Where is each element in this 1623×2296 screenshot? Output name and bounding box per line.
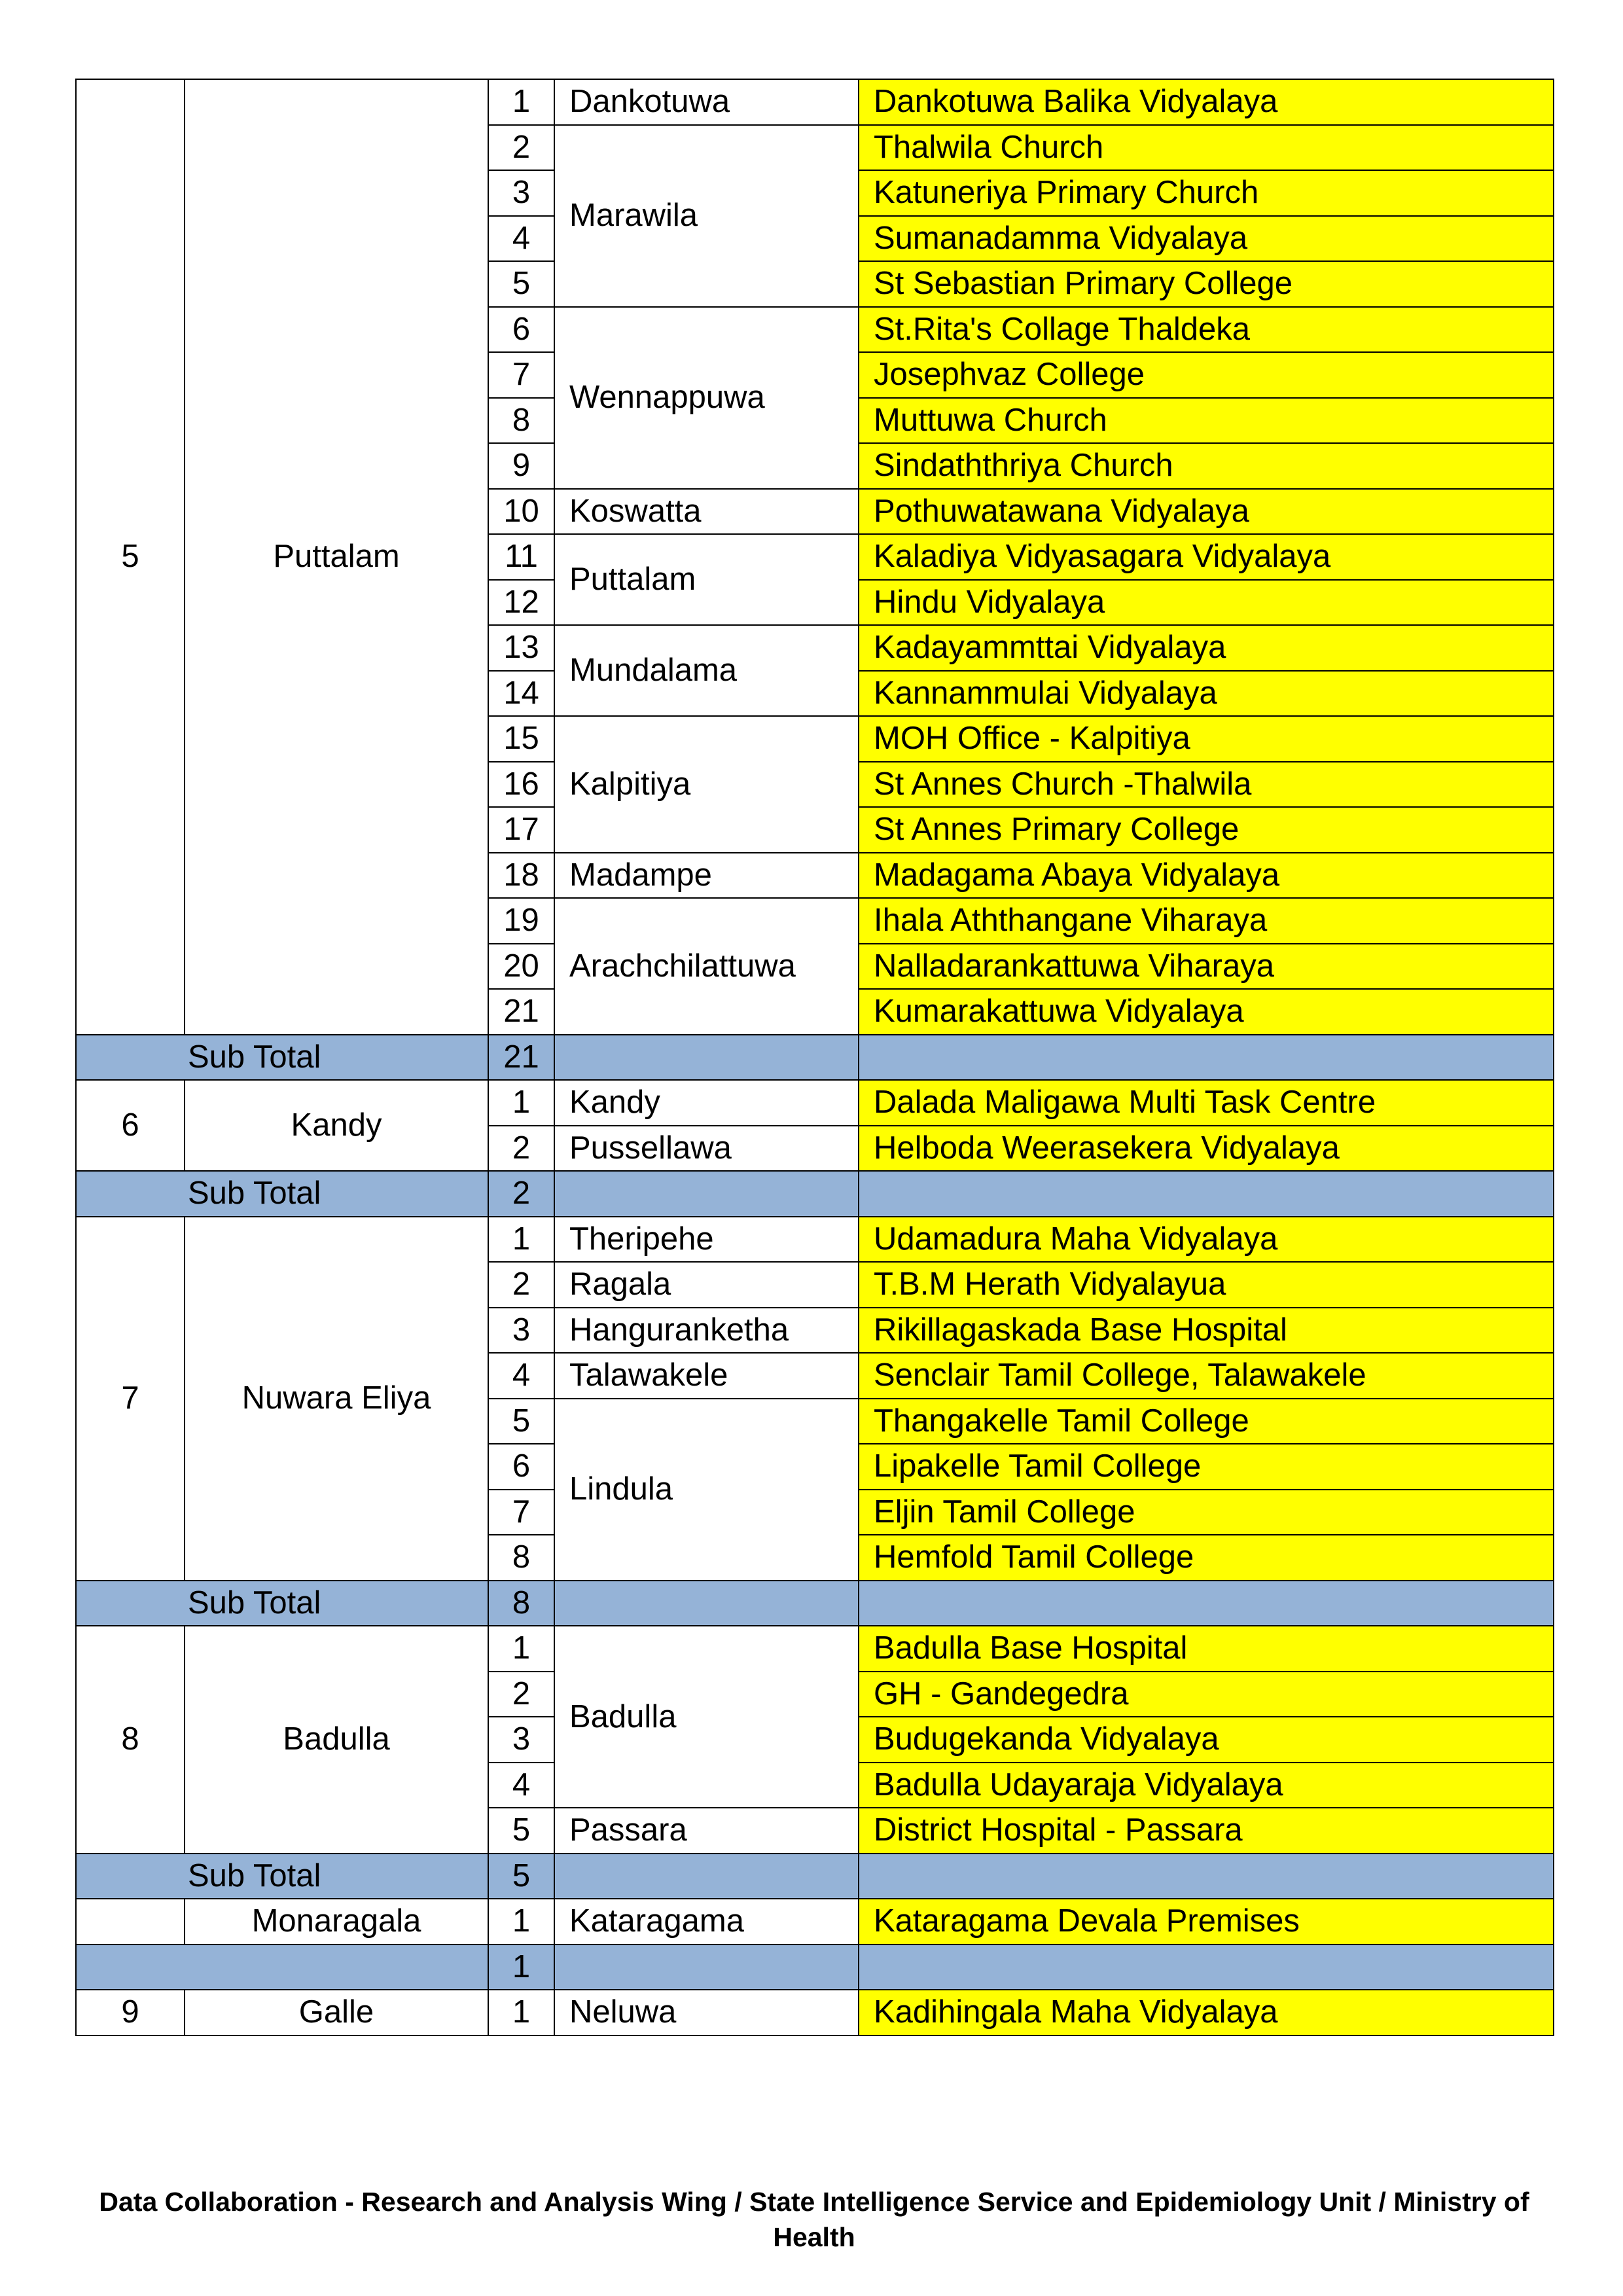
moh-area-cell: Neluwa [554,1990,859,2036]
table-row [76,1899,1554,1945]
row-number-cell: 11 [488,534,554,580]
row-number-cell: 5 [488,261,554,307]
row-number-cell: 20 [488,944,554,990]
centre-name-cell: St Sebastian Primary College [859,261,1554,307]
row-number-cell: 17 [488,807,554,853]
row-number-cell: 1 [488,1899,554,1945]
row-number-cell: 8 [488,1535,554,1581]
subtotal-blank-cell [859,1171,1554,1217]
district-cell: Kandy [185,1080,488,1171]
moh-area-cell: Marawila [554,125,859,307]
subtotal-label-cell: Sub Total [76,1854,488,1899]
subtotal-blank-cell [859,1854,1554,1899]
centre-name-cell: Kaladiya Vidyasagara Vidyalaya [859,534,1554,580]
subtotal-row [76,1035,1554,1081]
group-number-cell: 7 [76,1217,185,1581]
row-number-cell: 2 [488,1262,554,1308]
centre-name-cell: Kannammulai Vidyalaya [859,671,1554,717]
centre-name-cell: Helboda Weerasekera Vidyalaya [859,1126,1554,1172]
row-number-cell: 1 [488,1990,554,2036]
centre-name-cell: MOH Office - Kalpitiya [859,716,1554,762]
moh-area-cell: Theripehe [554,1217,859,1263]
moh-area-cell: Dankotuwa [554,79,859,125]
subtotal-blank-cell [554,1035,859,1081]
subtotal-blank-cell [554,1581,859,1626]
row-number-cell: 7 [488,1490,554,1535]
row-number-cell: 2 [488,1126,554,1172]
subtotal-blank-cell [859,1945,1554,1990]
moh-area-cell: Koswatta [554,489,859,535]
row-number-cell: 1 [488,1080,554,1126]
moh-area-cell: Lindula [554,1399,859,1581]
centre-name-cell: Senclair Tamil College, Talawakele [859,1353,1554,1399]
centre-name-cell: Badulla Base Hospital [859,1626,1554,1672]
subtotal-blank-cell [554,1945,859,1990]
moh-area-cell: Kataragama [554,1899,859,1945]
subtotal-blank-cell [859,1035,1554,1081]
centre-name-cell: Katuneriya Primary Church [859,170,1554,216]
row-number-cell: 10 [488,489,554,535]
subtotal-label-cell [76,1945,488,1990]
group-number-cell: 6 [76,1080,185,1171]
row-number-cell: 18 [488,853,554,899]
centre-name-cell: Sumanadamma Vidyalaya [859,216,1554,262]
moh-area-cell: Madampe [554,853,859,899]
row-number-cell: 4 [488,1353,554,1399]
table-row [76,1626,1554,1672]
centre-name-cell: T.B.M Herath Vidyalayua [859,1262,1554,1308]
row-number-cell: 2 [488,125,554,171]
centre-name-cell: Ihala Aththangane Viharaya [859,898,1554,944]
centre-name-cell: Eljin Tamil College [859,1490,1554,1535]
centre-name-cell: Kataragama Devala Premises [859,1899,1554,1945]
centre-name-cell: Kadihingala Maha Vidyalaya [859,1990,1554,2036]
centre-name-cell: Udamadura Maha Vidyalaya [859,1217,1554,1263]
table-row [76,79,1554,125]
row-number-cell: 4 [488,1763,554,1808]
group-number-cell: 5 [76,79,185,1035]
table-row [76,1990,1554,2036]
centre-name-cell: Sindaththriya Church [859,443,1554,489]
moh-area-cell: Puttalam [554,534,859,625]
centre-name-cell: St Annes Church -Thalwila [859,762,1554,808]
subtotal-label-cell: Sub Total [76,1581,488,1626]
centre-name-cell: Thalwila Church [859,125,1554,171]
moh-area-cell: Badulla [554,1626,859,1808]
moh-area-cell: Passara [554,1808,859,1854]
centre-name-cell: Josephvaz College [859,352,1554,398]
centre-name-cell: Lipakelle Tamil College [859,1444,1554,1490]
subtotal-row [76,1171,1554,1217]
group-number-cell: 9 [76,1990,185,2036]
row-number-cell: 1 [488,1626,554,1672]
centre-name-cell: Rikillagaskada Base Hospital [859,1308,1554,1354]
row-number-cell: 1 [488,79,554,125]
centre-name-cell: Nalladarankattuwa Viharaya [859,944,1554,990]
district-cell: Nuwara Eliya [185,1217,488,1581]
table-row [76,1080,1554,1126]
row-number-cell: 3 [488,170,554,216]
subtotal-row [76,1581,1554,1626]
subtotal-value-cell: 5 [488,1854,554,1899]
district-cell: Puttalam [185,79,488,1035]
subtotal-value-cell: 2 [488,1171,554,1217]
subtotal-row [76,1945,1554,1990]
centre-name-cell: St.Rita's Collage Thaldeka [859,307,1554,353]
district-cell: Galle [185,1990,488,2036]
row-number-cell: 8 [488,398,554,444]
row-number-cell: 19 [488,898,554,944]
row-number-cell: 5 [488,1808,554,1854]
moh-area-cell: Kalpitiya [554,716,859,853]
subtotal-row [76,1854,1554,1899]
subtotal-value-cell: 1 [488,1945,554,1990]
centre-name-cell: Budugekanda Vidyalaya [859,1717,1554,1763]
row-number-cell: 6 [488,1444,554,1490]
district-cell: Monaragala [185,1899,488,1945]
moh-area-cell: Mundalama [554,625,859,716]
vaccination-centre-table [75,79,1554,2036]
centre-name-cell: Badulla Udayaraja Vidyalaya [859,1763,1554,1808]
row-number-cell: 14 [488,671,554,717]
row-number-cell: 4 [488,216,554,262]
row-number-cell: 12 [488,580,554,626]
centre-name-cell: Thangakelle Tamil College [859,1399,1554,1444]
group-number-cell: 8 [76,1626,185,1854]
moh-area-cell: Arachchilattuwa [554,898,859,1035]
moh-area-cell: Talawakele [554,1353,859,1399]
row-number-cell: 6 [488,307,554,353]
subtotal-label-cell: Sub Total [76,1171,488,1217]
centre-name-cell: Dalada Maligawa Multi Task Centre [859,1080,1554,1126]
group-number-cell [76,1899,185,1945]
subtotal-blank-cell [859,1581,1554,1626]
centre-name-cell: Muttuwa Church [859,398,1554,444]
row-number-cell: 21 [488,989,554,1035]
centre-name-cell: Kadayammttai Vidyalaya [859,625,1554,671]
row-number-cell: 3 [488,1717,554,1763]
moh-area-cell: Pussellawa [554,1126,859,1172]
row-number-cell: 5 [488,1399,554,1444]
subtotal-value-cell: 21 [488,1035,554,1081]
row-number-cell: 7 [488,352,554,398]
centre-name-cell: Kumarakattuwa Vidyalaya [859,989,1554,1035]
subtotal-value-cell: 8 [488,1581,554,1626]
row-number-cell: 16 [488,762,554,808]
district-cell: Badulla [185,1626,488,1854]
centre-name-cell: District Hospital - Passara [859,1808,1554,1854]
centre-name-cell: Hindu Vidyalaya [859,580,1554,626]
row-number-cell: 9 [488,443,554,489]
moh-area-cell: Kandy [554,1080,859,1126]
centre-name-cell: Madagama Abaya Vidyalaya [859,853,1554,899]
centre-name-cell: GH - Gandegedra [859,1672,1554,1717]
centre-name-cell: St Annes Primary College [859,807,1554,853]
subtotal-blank-cell [554,1171,859,1217]
centre-name-cell: Hemfold Tamil College [859,1535,1554,1581]
row-number-cell: 13 [488,625,554,671]
row-number-cell: 1 [488,1217,554,1263]
subtotal-label-cell: Sub Total [76,1035,488,1081]
table-row [76,1217,1554,1263]
moh-area-cell: Hanguranketha [554,1308,859,1354]
centre-name-cell: Pothuwatawana Vidyalaya [859,489,1554,535]
centre-name-cell: Dankotuwa Balika Vidyalaya [859,79,1554,125]
subtotal-blank-cell [554,1854,859,1899]
moh-area-cell: Ragala [554,1262,859,1308]
moh-area-cell: Wennappuwa [554,307,859,489]
row-number-cell: 3 [488,1308,554,1354]
footer-credit: Data Collaboration - Research and Analysis Wing / State Intelligence Service and Epidemiology Unit / Ministry of Health [99,2187,1529,2252]
row-number-cell: 15 [488,716,554,762]
row-number-cell: 2 [488,1672,554,1717]
